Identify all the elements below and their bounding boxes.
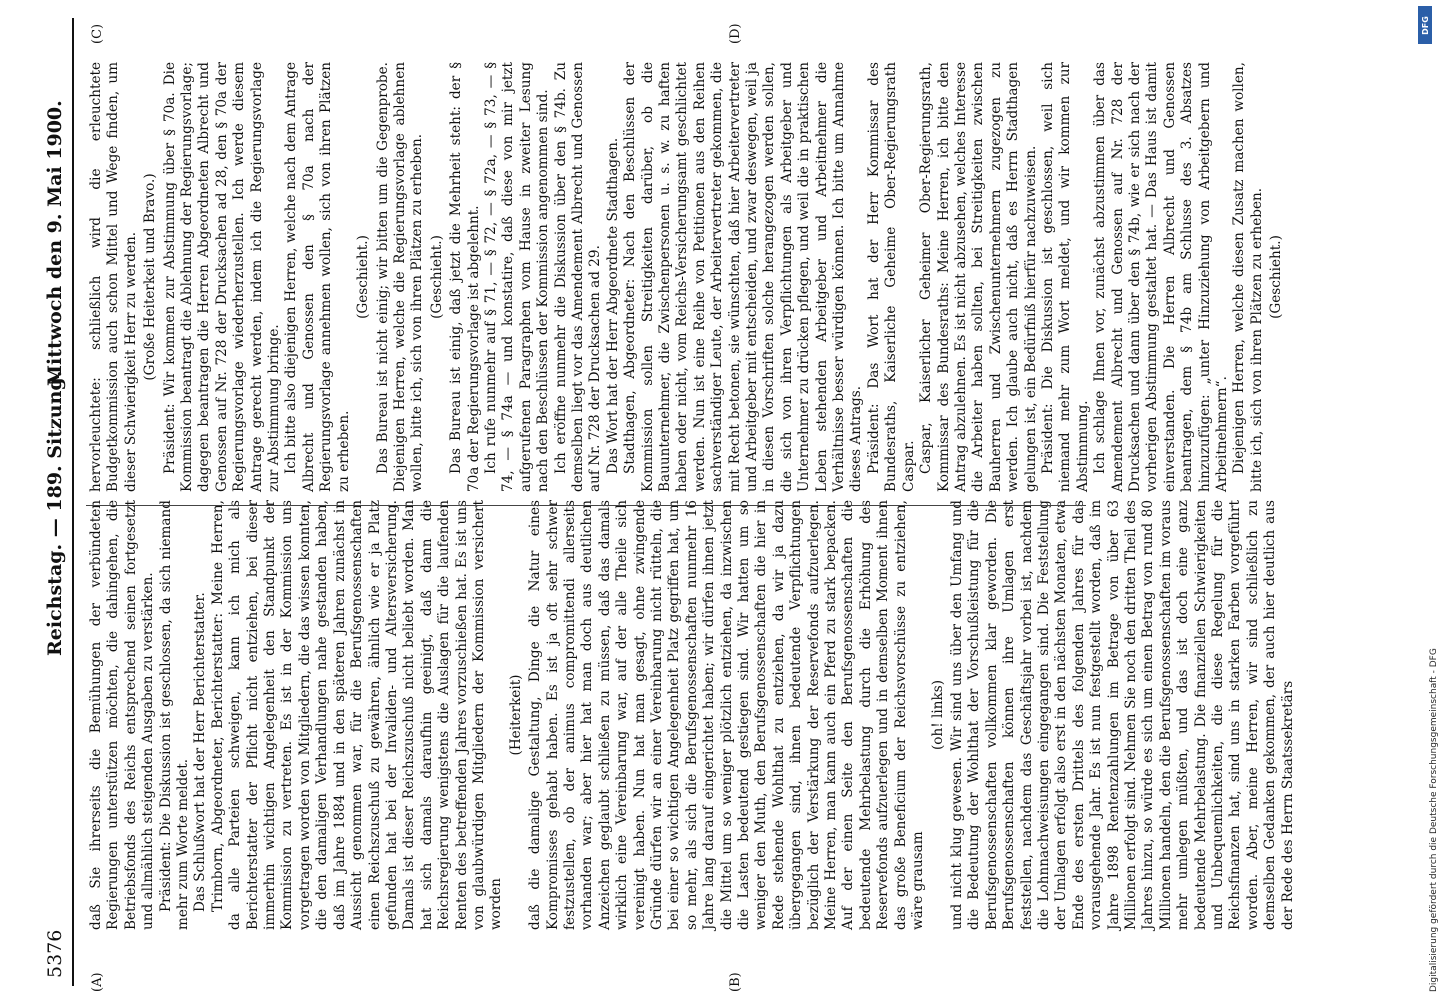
dfg-logo-text: DFG	[1420, 15, 1430, 35]
margin-marker-a: (A)	[90, 972, 105, 992]
paragraph: Das Bureau ist nicht einig; wir bitten um die Gegenprobe. Diejenigen Herren, welche die Regierungsvorlage ablehnen wollen, bitte ich, sich von ihren Plätzen zu erheben.	[374, 62, 426, 492]
right-text-column	[88, 62, 1285, 492]
margin-marker-b: (B)	[728, 972, 743, 992]
running-title: Reichstag. — 189. Sitzung.	[44, 370, 66, 656]
page-number: 5376	[44, 929, 66, 978]
paragraph: Diejenigen Herren, welche diesen Zusatz machen wollen, bitte ich, sich von ihren Plätzen zu erheben.	[1231, 62, 1265, 492]
paragraph: Caspar, Kaiserlicher Geheimer Ober-Regierungsrath, Kommissar des Bundesraths: Meine Herren, ich bitte den Antrag abzulehnen. Es ist nicht abzusehen, welches Interesse die Arbeiter haben sollten, bei Streitigkeiten zwischen Bauherren und Zwischenunternehmern zugezogen zu werden. Ich glaube auch nicht, daß es Herrn Stadthagen gelungen ist, ein Bedürfniß hierfür nachzuweisen.	[918, 62, 1039, 492]
margin-marker-d: (D)	[728, 23, 743, 44]
dfg-logo	[1418, 6, 1432, 44]
paragraph: Präsident: Wir kommen zur Abstimmung über § 70a. Die Kommission beantragt die Ablehnung der Regierungsvorlage; dagegen beantragen die Herren Abgeordneten Albrecht und Genossen auf Nr. 728 der Drucksachen ad 28, den § 70a der Regierungsvorlage wiederherzustellen. Ich werde diesem Antrage gerecht werden, indem ich die Regierungsvorlage zur Abstimmung bringe.	[161, 62, 283, 492]
digitization-credit-text: Digitalisierung gefördert durch die Deutsche Forschungsgemeinschaft - DFG	[1429, 648, 1439, 992]
paragraph: hervorleuchtete: schließlich wird die erleuchtete Budgetkommission auch schon Mittel und Wege finden, um dieser Schwierigkeit Herr zu werden.	[88, 62, 139, 492]
interjection: (Geschieht.)	[355, 235, 372, 319]
paragraph: Präsident: Die Diskussion ist geschlossen, weil sich niemand mehr zum Wort meldet, und wir kommen zur Abstimmung.	[1039, 62, 1091, 492]
page-header	[44, 18, 74, 986]
paragraph: Präsident: Das Wort hat der Herr Kommissar des Bundesraths, Kaiserliche Geheime Ober-Regierungsrath Caspar.	[865, 62, 917, 492]
paragraph: Das Schlußwort hat der Herr Berichterstatter.	[192, 592, 209, 912]
digitization-credit	[1416, 8, 1439, 992]
paragraph: Stadthagen, Abgeordneter: Nach den Beschlüssen der Kommission sollen Streitigkeiten darüber, ob die Bauunternehmer, die Zwischenpersonen u. s. w. zu haften haben oder nicht, vom Reichs-Versicherungsamt geschlichtet werden. Nun ist eine Reihe von Petitionen aus den Reihen sachverständiger Leute, der Arbeitervertreter gekommen, die mit Recht betonen, sie wünschten, daß hier Arbeitervertreter und Arbeitgeber mit entscheiden, und zwar deswegen, weil ja in diesen Vorschriften solche herangezogen werden sollen, die sich von ihren Verpflichtungen als Arbeitgeber und Unternehmer zu drücken pflegen, und weil die in praktischen Leben stehenden Arbeitgeber und Arbeitnehmer die Verhältnisse besser würdigen können. Ich bitte um Annahme dieses Antrags.	[622, 62, 865, 492]
paragraph: und nicht klug gewesen. Wir sind uns über den Umfang und die Bedeutung der Wohlthat der Vorschußleistung für die Berufsgenossenschaften vollkommen klar geworden. Die Berufsgenossenschaften können ihre Umlagen erst feststellen, nachdem das Geschäftsjahr vorbei ist, nachdem die Lohnnachweisungen eingegangen sind. Die Feststellung der Umlagen erfolgt also erst in den nächsten Monaten, etwa Ende des ersten Drittels des folgenden Jahres für das vorausgehende Jahr. Es ist nun festgestellt worden, daß im Jahre 1898 Rentenzahlungen im Betrage von über 63 Millionen erfolgt sind. Nehmen Sie noch den dritten Theil des Jahres hinzu, so würde es sich um einen Betrag von rund 80 Millionen handeln, den die Berufsgenossenschaften im voraus mehr umlegen müßten, und das ist doch eine ganz bedeutende Mehrbelastung. Die finanziellen Schwierigkeiten und Unbequemlichkeiten, die diese Regelung für die Reichsfinanzen hat, sind uns in starken Farben vorgeführt worden. Aber, meine Herren, wir sind schließlich zu demselben Gedanken gekommen, der auch hier deutlich aus der Rede des Herrn Staatssekretärs	[948, 500, 1296, 930]
column-divider	[86, 505, 1086, 506]
paragraph: Ich eröffne nunmehr die Diskussion über den § 74b. Zu demselben liegt vor das Amendement Albrecht und Genossen auf Nr. 728 der Drucksachen ad 29.	[552, 62, 604, 492]
paragraph: Präsident: Die Diskussion ist geschlossen, da sich niemand mehr zum Worte meldet.	[157, 500, 192, 930]
paragraph: Das Wort hat der Herr Abgeordnete Stadthagen.	[604, 137, 621, 474]
left-text-column	[88, 500, 1296, 930]
interjection: (oh! links)	[929, 680, 946, 750]
interjection: (Heiterkeit)	[507, 674, 524, 756]
paragraph: Das Bureau ist einig, daß jetzt die Mehrheit steht: der § 70a der Regierungsvorlage ist abgelehnt.	[448, 62, 482, 492]
paragraph: Ich bitte also diejenigen Herren, welche nach dem Antrage Albrecht und Genossen den § 70a nach der Regierungsvorlage annehmen wollen, sich von ihren Plätzen zu erheben.	[283, 62, 352, 492]
paragraph: Ich rufe nunmehr auf § 71, — § 72, — § 72a, — § 73, — § 74, — § 74a — und konstatire, daß diese von mir jetzt aufgerufenen Paragraphen vom Hause in zweiter Lesung nach den Beschlüssen der Kommission angenommen sind.	[482, 62, 552, 492]
margin-marker-c: (C)	[90, 23, 105, 44]
interjection: (Große Heiterkeit und Bravo.)	[142, 173, 159, 381]
interjection: (Geschieht.)	[1268, 235, 1285, 319]
paragraph: daß die damalige Gestaltung, Dinge die Natur eines Kompromisses gehabt haben. Es ist ja oft sehr schwer festzustellen, ob der animus compromittendi allerseits vorhanden war; aber hier hat man doch aus deutlichen Anzeichen geglaubt schließen zu müssen, daß das damals wirklich eine Vereinbarung war, auf der alle Theile sich vereinigt haben. Nun hat man gesagt, ohne zwingende Gründe dürfen wir an einer Vereinbarung nicht rütteln, die bei einer so wichtigen Angelegenheit Platz gegriffen hat, um so mehr, als sich die Berufsgenossenschaften nunmehr 16 Jahre lang darauf eingerichtet haben; wir dürfen ihnen jetzt die Mittel um so weniger plötzlich entziehen, da inzwischen die Lasten bedeutend gestiegen sind. Wir hatten um so weniger den Muth, den Berufsgenossenschaften die hier in Rede stehende Wohlthat zu entziehen, da wir ja dazu übergegangen sind, ihnen bedeutende Verpflichtungen bezüglich der Verstärkung der Reservefonds aufzuerlegen. Meine Herren, man kann auch ein Pferd zu stark bepacken. Auf der einen Seite den Berufsgenossenschaften die bedeutende Mehrbelastung durch die Erhöhung des Reservefonds aufzuerlegen und in demselben Moment ihnen das große Beneficium der Reichsvorschüsse zu entziehen, wäre grausam	[527, 500, 927, 930]
interjection: (Geschieht.)	[428, 235, 445, 319]
paragraph: Ich schlage Ihnen vor, zunächst abzustimmen über das Amendement Albrecht und Genossen auf Nr. 728 der Drucksachen und dann über den § 74b, wie er sich nach der vorherigen Abstimmung gestaltet hat. — Das Haus ist damit einverstanden. Die Herren Albrecht und Genossen beantragen, dem § 74b am Schlusse des 3. Absatzes hinzuzufügen: „unter Hinzuziehung von Arbeitgebern und Arbeitnehmern“.	[1092, 62, 1230, 492]
session-date: Mittwoch den 9. Mai 1900.	[44, 100, 66, 386]
paragraph: daß Sie ihrerseits die Bemühungen der verbündeten Regierungen unterstützen möchten, die dahingehen, die Betriebsfonds des Reichs entsprechend seinen fortgesetzt und allmählich steigenden Ausgaben zu verstärken.	[88, 500, 157, 930]
paragraph: Trimborn, Abgeordneter, Berichterstatter: Meine Herren, da alle Parteien schweigen, kann ich mich als Berichterstatter der Pflicht nicht entziehen, bei dieser immerhin wichtigen Angelegenheit den Standpunkt der Kommission zu vertreten. Es ist in der Kommission uns vorgetragen worden von Mitgliedern, die das wissen konnten, die den damaligen Verhandlungen nahe gestanden haben, daß im Jahre 1884 und in den späteren Jahren zunächst in Aussicht genommen war, für die Berufsgenossenschaften einen Reichszuschuß zu gewähren, ähnlich wie er ja Platz gefunden hat bei der Invaliden- und Altersversicherung. Damals ist dieser Reichszuschuß nicht beliebt worden. Man hat sich damals daraufhin geeinigt, daß dann die Reichsregierung wenigstens die Auslagen für die laufenden Renten des betreffenden Jahres vorzuschießen hat. Es ist uns von glaubwürdigen Mitgliedern der Kommission versichert worden	[209, 500, 505, 930]
